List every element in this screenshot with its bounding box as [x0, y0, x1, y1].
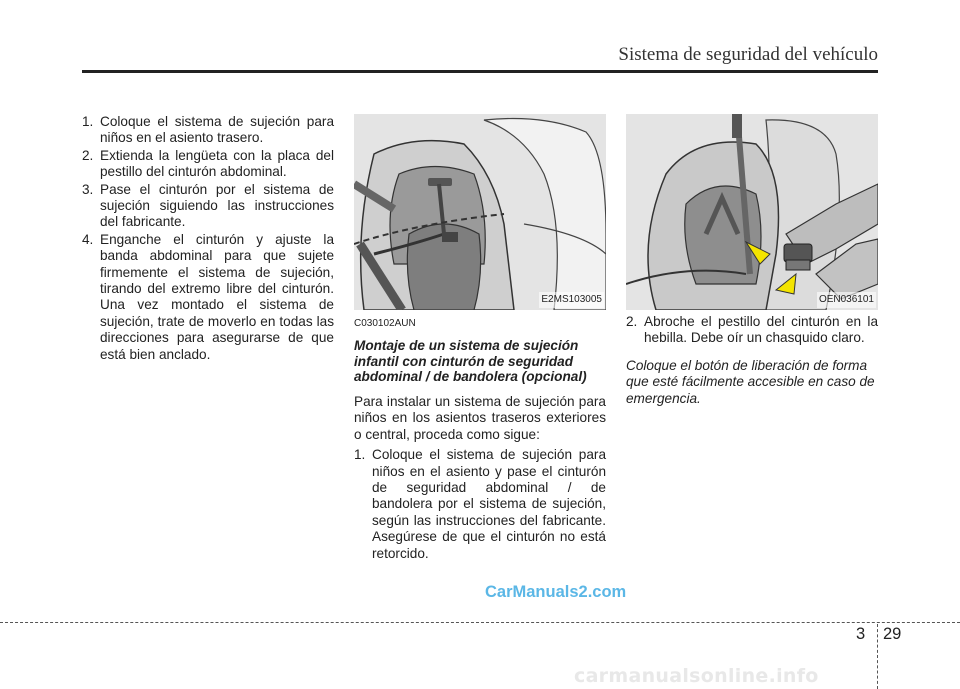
- header-rule: [82, 70, 878, 73]
- figure-code: E2MS103005: [539, 292, 604, 308]
- step-list: [626, 314, 878, 347]
- child-seat-illustration: [354, 114, 606, 310]
- intro-paragraph: Para instalar un sistema de sujeción para niños en los asientos traseros exteriores o central, proceda como sigue:: [354, 393, 606, 442]
- page-number-divider: [877, 624, 878, 689]
- column-middle: [354, 114, 606, 562]
- list-item: [82, 182, 334, 231]
- list-item: [82, 148, 334, 181]
- step-number: 4.: [82, 231, 94, 247]
- column-right: [626, 114, 878, 407]
- figure-code: OEN036101: [817, 292, 876, 308]
- section-caption: Montaje de un sistema de sujeción infantil con cinturón de seguridad abdominal / de bandolera (opcional): [354, 338, 587, 385]
- step-number: 2.: [626, 314, 638, 329]
- buckle-illustration: [626, 114, 878, 310]
- step-text: Extienda la lengüeta con la placa del pestillo del cinturón abdominal.: [100, 147, 334, 180]
- step-text: Pase el cinturón por el sistema de sujeción siguiendo las instrucciones del fabricante.: [100, 181, 334, 230]
- page-header-title: Sistema de seguridad del vehículo: [618, 44, 878, 65]
- step-text: Coloque el sistema de sujeción para niños en el asiento trasero.: [100, 114, 334, 146]
- step-text: Coloque el sistema de sujeción para niños en el asiento y pase el cinturón de seguridad abdominal / de bandolera por el sistema de sujeción, según las instrucciones del fabricante. Asegúrese de que el cinturón no está retorcido.: [372, 447, 606, 561]
- list-item: [626, 314, 878, 347]
- figure-buckle-latch: [626, 114, 878, 310]
- step-number: 2.: [82, 147, 94, 163]
- figure-child-seat-lap-shoulder-belt: [354, 114, 606, 310]
- chapter-number: 3: [856, 625, 866, 643]
- site-watermark: carmanualsonline.info: [574, 665, 819, 687]
- step-text: Abroche el pestillo del cinturón en la hebilla. Debe oír un chasquido claro.: [644, 314, 878, 346]
- step-list: [354, 447, 606, 562]
- page-number: 29: [883, 625, 902, 643]
- step-number: 1.: [82, 114, 94, 129]
- list-item: [82, 232, 334, 363]
- step-number: 3.: [82, 181, 94, 197]
- emergency-note: Coloque el botón de liberación de forma que esté fácilmente accesible en caso de emergencia.: [626, 357, 875, 406]
- step-list: [82, 114, 334, 363]
- list-item: [354, 447, 606, 562]
- list-item: [82, 114, 334, 147]
- step-text: Enganche el cinturón y ajuste la banda abdominal para que sujete firmemente el sistema de sujeción, tirando del extremo libre del cinturón. Una vez montado el sistema de sujeción, trate de moverlo en todas las direcciones para asegurarse de que está bien anclado.: [100, 231, 334, 362]
- step-number: 1.: [354, 447, 366, 463]
- reference-code: C030102AUN: [354, 318, 416, 329]
- column-left: [82, 114, 334, 363]
- watermark-link[interactable]: CarManuals2.com: [485, 583, 627, 601]
- footer-rule: [0, 622, 960, 623]
